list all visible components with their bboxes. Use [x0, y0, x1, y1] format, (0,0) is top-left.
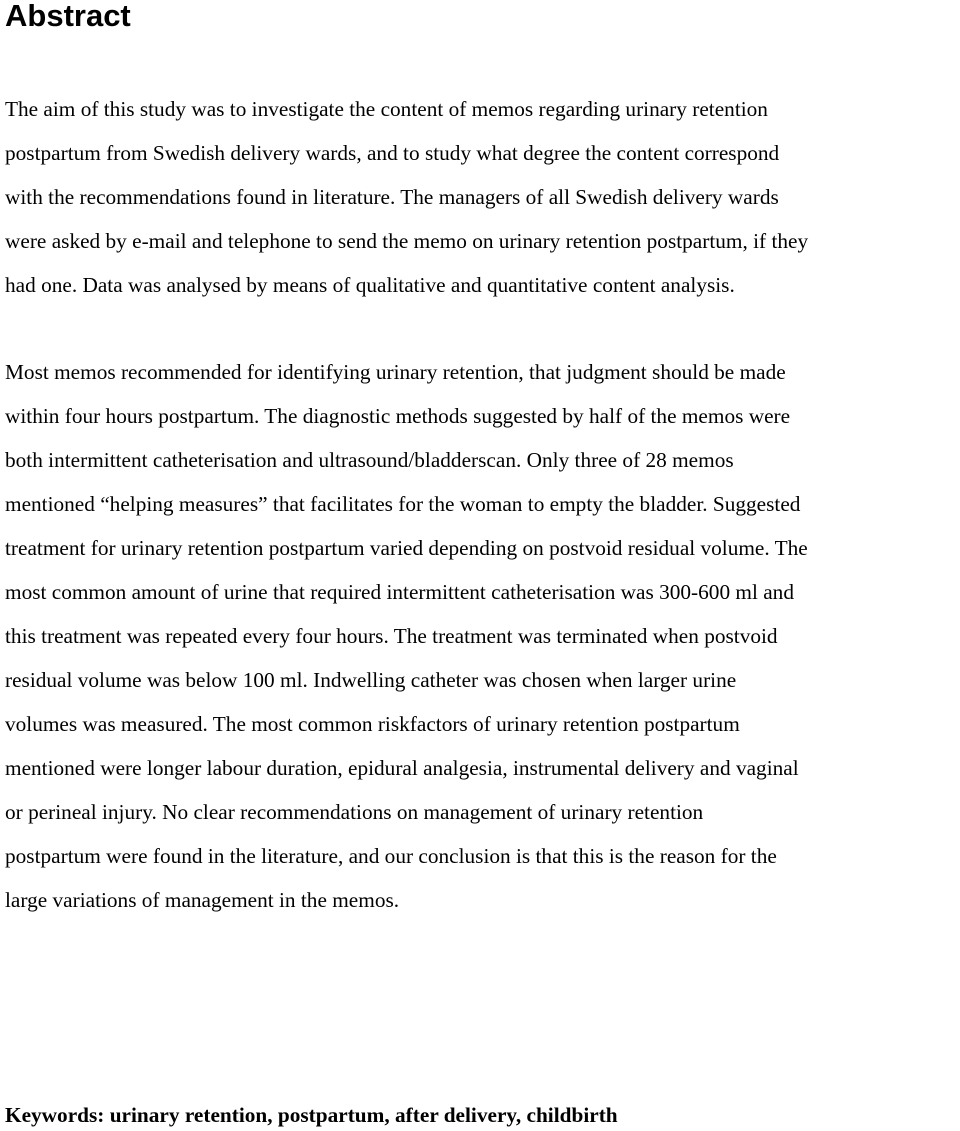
- text-line: had one. Data was analysed by means of qualitative and quantitative content analysis.: [5, 273, 735, 297]
- abstract-heading: Abstract: [5, 0, 131, 33]
- text-line: most common amount of urine that required intermittent catheterisation was 300-600 ml and: [5, 580, 794, 604]
- text-line: mentioned “helping measures” that facilitates for the woman to empty the bladder. Suggested: [5, 492, 801, 516]
- text-line: treatment for urinary retention postpartum varied depending on postvoid residual volume. The: [5, 536, 808, 560]
- text-line: with the recommendations found in literature. The managers of all Swedish delivery wards: [5, 185, 779, 209]
- text-line: this treatment was repeated every four hours. The treatment was terminated when postvoid: [5, 624, 778, 648]
- text-line: large variations of management in the memos.: [5, 888, 400, 912]
- text-line: both intermittent catheterisation and ultrasound/bladderscan. Only three of 28 memos: [5, 448, 734, 472]
- abstract-paragraph-2: [5, 350, 959, 922]
- text-line: or perineal injury. No clear recommendations on management of urinary retention: [5, 800, 704, 824]
- text-line: postpartum were found in the literature, and our conclusion is that this is the reason for the: [5, 844, 777, 868]
- abstract-paragraph-1: [5, 87, 959, 307]
- text-line: residual volume was below 100 ml. Indwelling catheter was chosen when larger urine: [5, 668, 737, 692]
- text-line: mentioned were longer labour duration, epidural analgesia, instrumental delivery and vaginal: [5, 756, 799, 780]
- text-line: The aim of this study was to investigate the content of memos regarding urinary retention: [5, 97, 768, 121]
- text-line: volumes was measured. The most common riskfactors of urinary retention postpartum: [5, 712, 740, 736]
- text-line: Most memos recommended for identifying urinary retention, that judgment should be made: [5, 360, 786, 384]
- text-line: were asked by e-mail and telephone to send the memo on urinary retention postpartum, if they: [5, 229, 809, 253]
- keywords-line: Keywords: urinary retention, postpartum, after delivery, childbirth: [5, 1103, 618, 1127]
- text-line: within four hours postpartum. The diagnostic methods suggested by half of the memos were: [5, 404, 791, 428]
- text-line: postpartum from Swedish delivery wards, and to study what degree the content correspond: [5, 141, 780, 165]
